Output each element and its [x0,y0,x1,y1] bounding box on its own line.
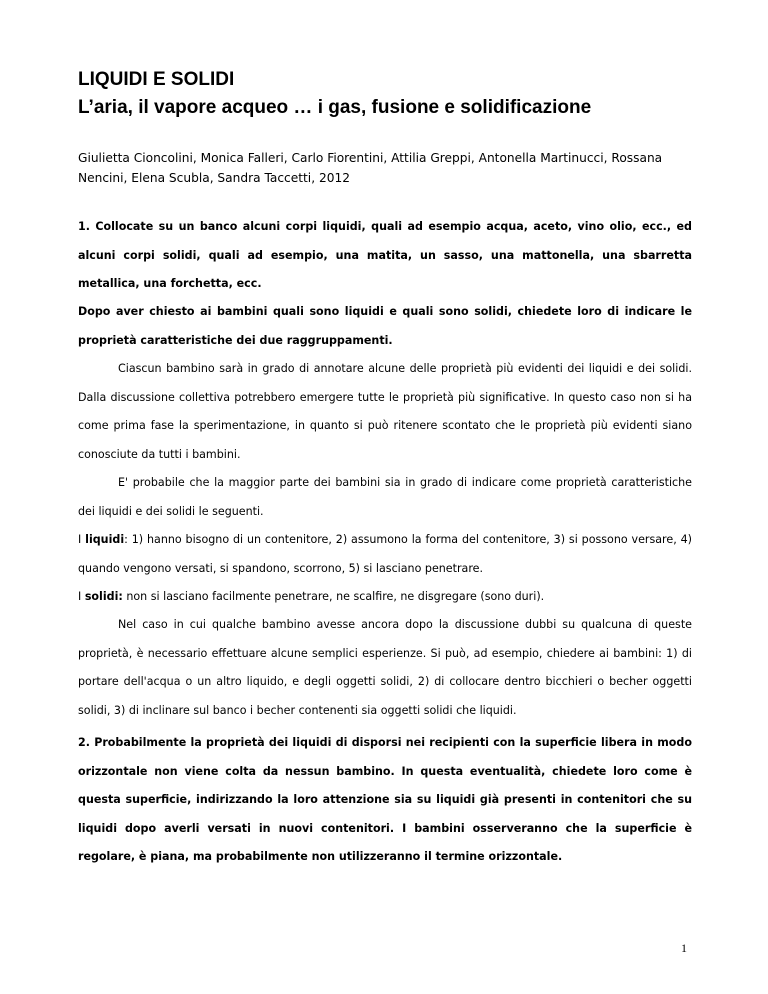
authors-line: Giulietta Cioncolini, Monica Falleri, Carlo Fiorentini, Attilia Greppi, Antonella Martinucci, Rossana Nencini, Elena Scubla, Sandra Taccetti, 2012 [78,151,663,185]
section-1-paragraph-2: E' probabile che la maggior parte dei bambini sia in grado di indicare come proprietà caratteristiche dei liquidi e dei solidi le seguenti. [78,476,692,518]
title-line-2: L’aria, il vapore acqueo … i gas, fusione e solidificazione [78,97,592,118]
section-1-paragraph-3: Nel caso in cui qualche bambino avesse ancora dopo la discussione dubbi su qualcuna di queste proprietà, è necessario effettuare alcune semplici esperienze. Si può, ad esempio, chiedere ai bambini: 1) di portare dell'acqua o un altro liquido, e degli oggetti solidi, 2) di collocare dentro bicchieri o becher oggetti solidi, 3) di inclinare sul banco i becher contenenti sia oggetti solidi che liquidi. [78,618,692,717]
solids-properties [78,583,692,612]
solids-prefix: I [78,590,85,603]
section-2-heading: 2. Probabilmente la proprietà dei liquidi di disporsi nei recipienti con la superficie libera in modo orizzontale non viene colta da nessun bambino. In questa eventualità, chiedete loro come è questa superficie, indirizzando la loro attenzione sia su liquidi già presenti in contenitori che su liquidi dopo averli versati in nuovi contenitori. I bambini osserveranno che la superficie è regolare, è piana, ma probabilmente non utilizzeranno il termine orizzontale. [78,736,692,863]
section-1-paragraph-1: Ciascun bambino sarà in grado di annotare alcune delle proprietà più evidenti dei liquidi e dei solidi. Dalla discussione collettiva potrebbero emergere tutte le proprietà più significative. In questo caso non si ha come prima fase la sperimentazione, in quanto si può ritenere scontato che le proprietà più evidenti siano conosciute da tutti i bambini. [78,362,692,461]
solids-label: solidi: [84,590,123,603]
liquids-properties [78,526,692,583]
section-1-question: Dopo aver chiesto ai bambini quali sono liquidi e quali sono solidi, chiedete loro di indicare le proprietà caratteristiche dei due raggruppamenti. [78,305,692,347]
document-title [78,66,718,122]
page-number: 1 [681,941,687,955]
liquids-label: liquidi [85,533,125,546]
section-1-heading: 1. Collocate su un banco alcuni corpi liquidi, quali ad esempio acqua, aceto, vino olio, ecc., ed alcuni corpi solidi, quali ad esempio, una matita, un sasso, una mattonella, una sbarretta metallica, una forchetta, ecc. [78,220,692,290]
title-line-1: LIQUIDI E SOLIDI [78,69,235,90]
solids-text: non si lasciano facilmente penetrare, ne scalfire, ne disgregare (sono duri). [122,590,545,603]
liquids-text: : 1) hanno bisogno di un contenitore, 2) assumono la forma del contenitore, 3) si possono versare, 4) quando vengono versati, si spandono, scorrono, 5) si lasciano penetrare. [78,533,692,575]
liquids-prefix: I [78,533,86,546]
